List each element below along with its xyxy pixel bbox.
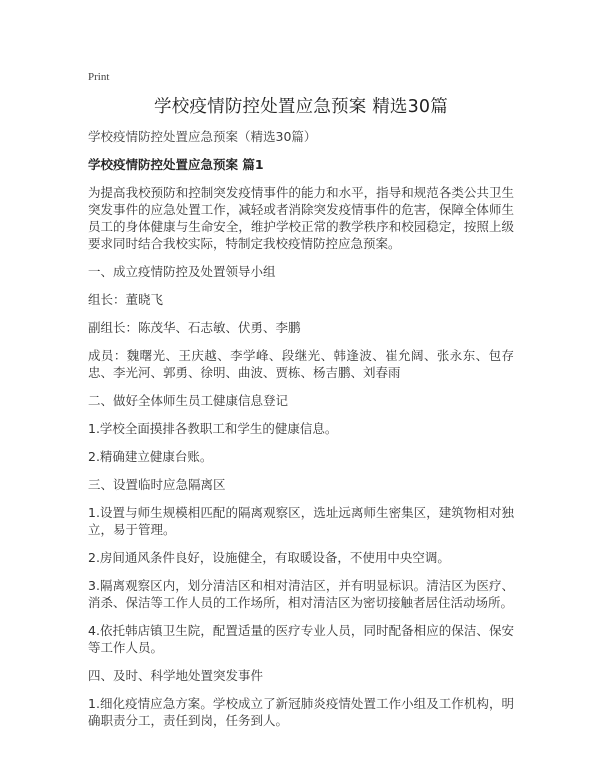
heading-leadership-group: 一、成立疫情防控及处置领导小组 — [88, 264, 276, 279]
list-item: 2.精确建立健康台账。 — [88, 449, 213, 464]
page-title: 学校疫情防控处置应急预案 精选30篇 — [154, 97, 448, 117]
list-item: 3.隔离观察区内，划分清洁区和相对清洁区，并有明显标识。清洁区为医疗、消杀、保洁等工作人员的工作场所，相对清洁区为密切接触者居住活动场所。 — [88, 578, 514, 610]
document-page — [88, 70, 514, 740]
list-item: 1.设置与师生规模相匹配的隔离观察区，选址远离师生密集区，建筑物相对独立，易于管理。 — [88, 505, 514, 537]
intro-paragraph: 为提高我校预防和控制突发疫情事件的能力和水平，指导和规范各类公共卫生突发事件的应急处置工作，减轻或者消除突发疫情事件的危害，保障全体师生员工的身体健康与生命安全，维护学校正常的教学秩序和校园稳定，按照上级要求同时结合我校实际，特制定我校疫情防控应急预案。 — [88, 185, 514, 251]
document-subtitle: 学校疫情防控处置应急预案（精选30篇） — [88, 129, 317, 144]
list-item: 4.依托韩店镇卫生院，配置适量的医疗专业人员，同时配备相应的保洁、保安等工作人员。 — [88, 623, 514, 655]
heading-emergency-handling: 四、及时、科学地处置突发事件 — [88, 668, 264, 683]
heading-isolation-area: 三、设置临时应急隔离区 — [88, 477, 226, 492]
heading-health-registration: 二、做好全体师生员工健康信息登记 — [88, 393, 289, 408]
print-label[interactable]: Print — [88, 71, 110, 83]
section-heading: 学校疫情防控处置应急预案 篇1 — [88, 157, 264, 172]
deputy-group-leaders: 副组长：陈茂华、石志敏、伏勇、李鹏 — [88, 320, 301, 335]
list-item: 1.学校全面摸排各教职工和学生的健康信息。 — [88, 421, 338, 436]
list-item: 2.房间通风条件良好，设施健全，有取暖设备，不使用中央空调。 — [88, 550, 450, 565]
group-leader: 组长：董晓飞 — [88, 292, 164, 307]
list-item: 1.细化疫情应急方案。学校成立了新冠肺炎疫情处置工作小组及工作机构，明确职责分工，责任到岗，任务到人。 — [88, 696, 514, 728]
group-members: 成员：魏曙光、王庆越、李学峰、段继光、韩逢波、崔允阔、张永东、包存忠、李光河、郭勇、徐明、曲波、贾栋、杨吉鹏、刘春雨 — [88, 348, 514, 380]
